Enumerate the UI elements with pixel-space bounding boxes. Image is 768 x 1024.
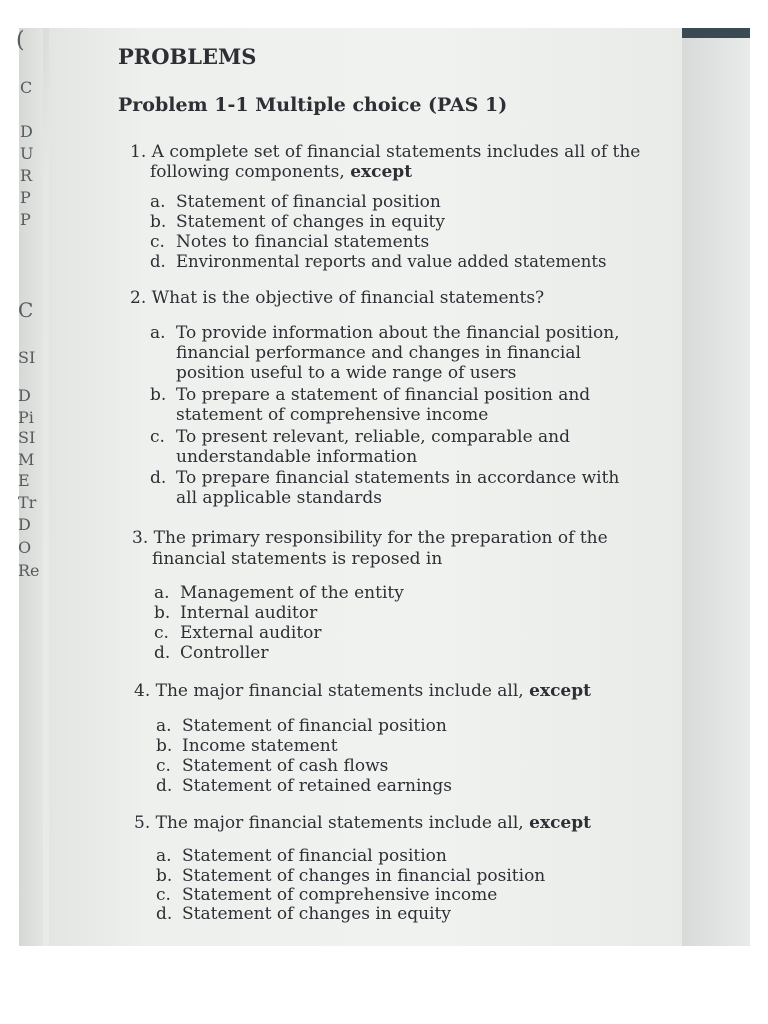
question-stem-text: A complete set of financial statements includes all of the: [151, 142, 641, 162]
option-label: b.: [150, 385, 167, 405]
option-label: d.: [154, 643, 171, 663]
margin-letter: D: [18, 515, 31, 534]
option-a: [156, 718, 447, 735]
option-text: Controller: [180, 643, 269, 663]
option-label: c.: [154, 623, 169, 643]
margin-letter: P: [20, 188, 31, 207]
option-text: Income statement: [182, 736, 338, 756]
question-stem-text: What is the objective of financial statements?: [151, 288, 545, 308]
option-label: a.: [150, 192, 166, 212]
option-b: [154, 605, 317, 622]
option-b: [150, 387, 590, 404]
option-a: [150, 194, 441, 211]
option-text: External auditor: [180, 623, 322, 643]
option-text: understandable information: [176, 447, 418, 467]
option-a-line2: [176, 345, 581, 362]
margin-letter: Re: [18, 561, 40, 580]
option-label: d.: [150, 252, 166, 271]
margin-letter: D: [18, 386, 31, 405]
option-c: [150, 429, 570, 446]
margin-letter: C: [20, 78, 33, 97]
option-text: all applicable standards: [176, 488, 383, 508]
option-label: a.: [150, 323, 166, 343]
option-text: Statement of financial position: [182, 716, 447, 736]
option-a: [154, 585, 404, 602]
option-label: d.: [150, 468, 167, 488]
question-stem-text: The major financial statements include all,: [155, 813, 524, 833]
question-stem: [130, 290, 544, 307]
option-text: Statement of financial position: [182, 846, 447, 866]
margin-letter: (: [16, 28, 25, 53]
option-label: b.: [156, 866, 173, 886]
option-a: [156, 848, 447, 865]
question-stem-text: The primary responsibility for the preparation of the: [153, 528, 608, 548]
question-stem: [132, 530, 608, 547]
option-text: Statement of retained earnings: [182, 776, 452, 796]
option-text: To prepare financial statements in accordance with: [176, 468, 620, 488]
margin-letter: P: [20, 210, 31, 229]
question-stem: [134, 683, 591, 700]
emphasis-text: except: [529, 681, 591, 701]
question-stem: [134, 815, 591, 832]
option-d: [156, 778, 452, 795]
option-text: Statement of comprehensive income: [182, 885, 498, 905]
emphasis-text: except: [350, 162, 413, 182]
option-b: [156, 868, 545, 885]
option-text: To prepare a statement of financial position and: [176, 385, 591, 405]
option-text: financial performance and changes in financial: [176, 343, 581, 363]
question-number: 4.: [134, 681, 151, 701]
problem-title: Problem 1-1 Multiple choice (PAS 1): [118, 94, 508, 116]
margin-letter: E: [18, 471, 30, 490]
option-text: Statement of cash flows: [182, 756, 389, 776]
question-number: 2.: [130, 288, 147, 308]
question-stem-text: financial statements is reposed in: [152, 549, 443, 569]
option-label: d.: [156, 904, 173, 924]
option-label: c.: [156, 885, 171, 905]
emphasis-text: except: [529, 813, 591, 833]
margin-letter: U: [20, 144, 34, 163]
option-c: [150, 234, 429, 251]
option-d: [154, 645, 268, 662]
option-label: a.: [154, 583, 170, 603]
option-text: Statement of changes in equity: [182, 904, 451, 924]
question-stem-line2: [152, 551, 442, 568]
margin-letter: M: [18, 450, 35, 469]
question-stem: [130, 144, 640, 161]
question-stem-text: The major financial statements include all,: [155, 681, 524, 701]
option-b-line2: [176, 407, 488, 424]
option-text: Internal auditor: [180, 603, 318, 623]
question-number: 1.: [130, 142, 147, 162]
option-label: a.: [156, 846, 172, 866]
option-a: [150, 325, 620, 342]
option-label: b.: [156, 736, 173, 756]
margin-letter: Pi: [18, 408, 34, 427]
margin-letter: R: [20, 166, 33, 185]
margin-letter: SI: [18, 428, 36, 447]
option-text: Statement of financial position: [176, 192, 441, 212]
option-d: [150, 470, 619, 487]
option-label: c.: [150, 427, 165, 447]
option-text: Management of the entity: [180, 583, 404, 603]
option-d: [156, 906, 451, 923]
option-b: [150, 214, 445, 231]
option-d: [150, 254, 606, 271]
margin-letter: O: [18, 538, 32, 557]
option-d-line2: [176, 490, 382, 507]
option-text: Notes to financial statements: [176, 232, 430, 252]
margin-letter: C: [18, 298, 34, 322]
option-c: [154, 625, 322, 642]
question-number: 5.: [134, 813, 151, 833]
option-a-line3: [176, 365, 516, 382]
option-text: Statement of changes in equity: [176, 212, 445, 232]
question-stem-text: following components,: [150, 162, 345, 182]
option-c: [156, 887, 497, 904]
option-label: a.: [156, 716, 172, 736]
option-label: d.: [156, 776, 173, 796]
option-text: To provide information about the financial position,: [176, 323, 620, 343]
option-text: Environmental reports and value added statements: [176, 252, 607, 271]
section-heading: PROBLEMS: [118, 44, 257, 69]
option-label: c.: [150, 232, 165, 252]
option-c: [156, 758, 388, 775]
option-label: c.: [156, 756, 171, 776]
question-stem-line2: [150, 164, 412, 181]
margin-letter: D: [20, 122, 33, 141]
option-c-line2: [176, 449, 417, 466]
margin-letter: Tr: [18, 493, 37, 512]
question-number: 3.: [132, 528, 149, 548]
option-text: Statement of changes in financial position: [182, 866, 546, 886]
option-b: [156, 738, 338, 755]
margin-letter: SI: [18, 348, 36, 367]
option-label: b.: [150, 212, 167, 232]
option-label: b.: [154, 603, 171, 623]
option-text: To present relevant, reliable, comparable and: [176, 427, 570, 447]
option-text: statement of comprehensive income: [176, 405, 489, 425]
option-text: position useful to a wide range of users: [176, 363, 517, 383]
